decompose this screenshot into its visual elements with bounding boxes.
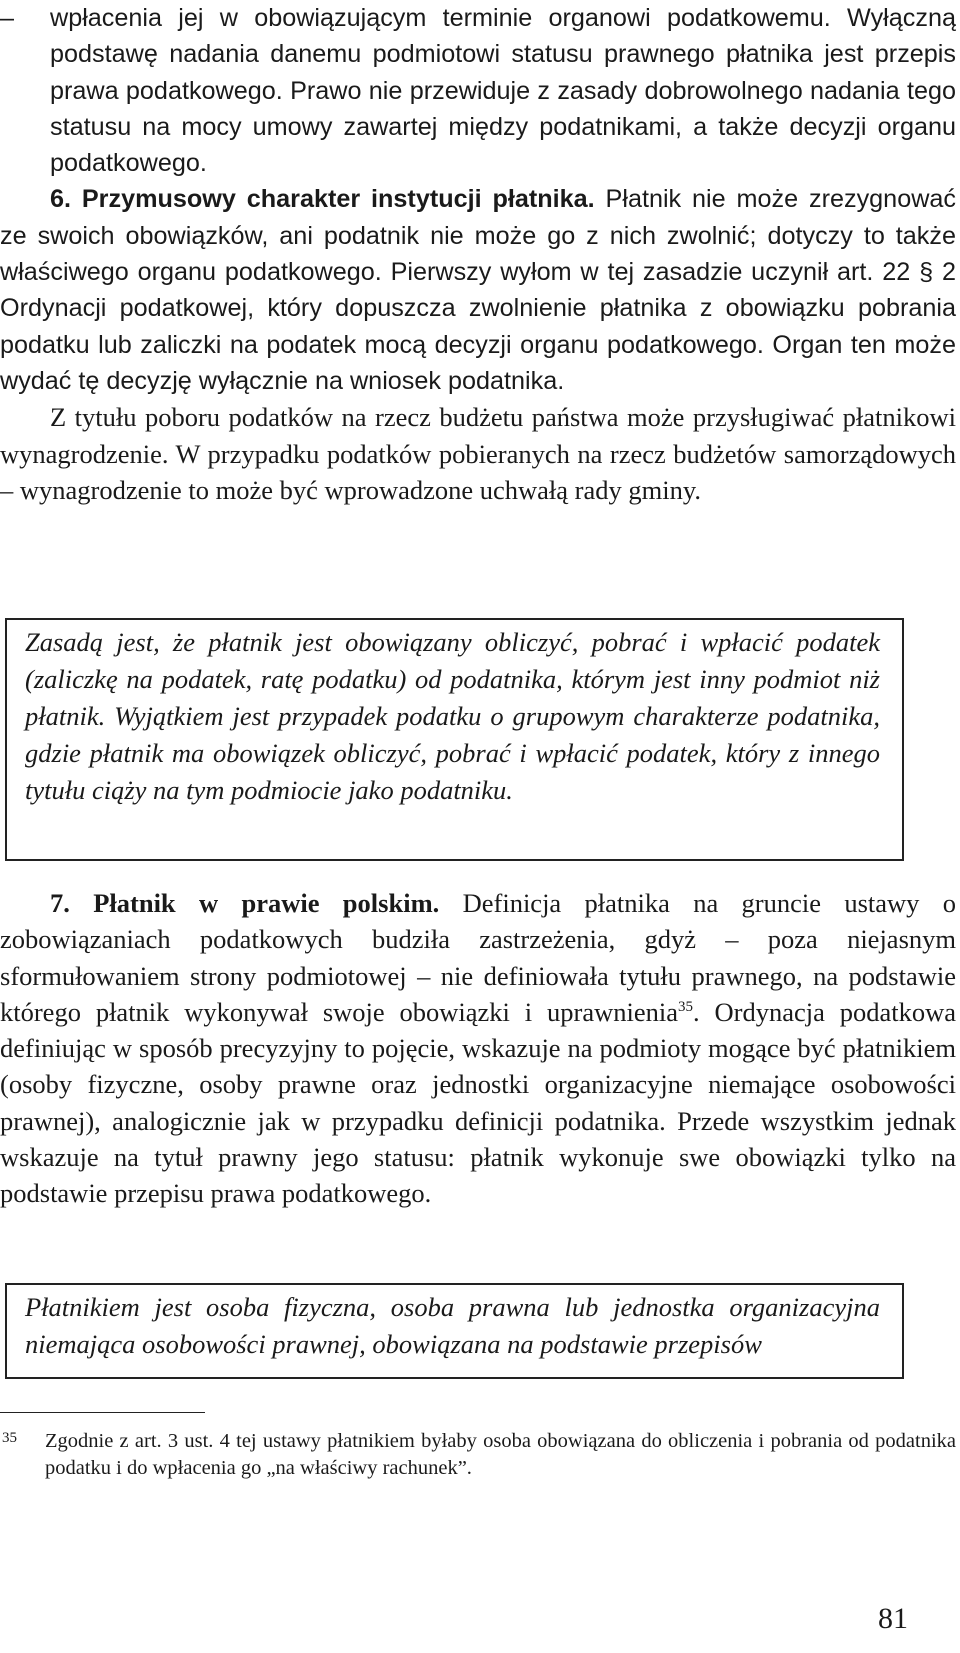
section-seven	[0, 885, 956, 1212]
footnote-text: Zgodnie z art. 3 ust. 4 tej ustawy płatnikiem byłaby osoba obowiązana do obliczenia i pobrania od podatnika podatku i do wpłacenia go „na właściwy rachunek”.	[45, 1430, 956, 1479]
highlight-box-principle-text: Zasadą jest, że płatnik jest obowiązany obliczyć, pobrać i wpłacić podatek (zaliczkę na podatek, ratę podatku) od podatnika, którym jest inny podmiot niż płatnik. Wyjątkiem jest przypadek podatku o grupowym charakterze podatnika, gdzie płatnik ma obowiązek obliczyć, pobrać i wpłacić podatek, który z innego tytułu ciąży na tym podmiocie jako podatniku.	[25, 627, 880, 805]
footnote-divider	[0, 1412, 205, 1413]
paragraph-continuation-text: wpłacenia jej w obowiązującym terminie organowi podatkowemu. Wyłączną podstawę nadania danemu podmiotowi statusu prawnego płatnika jest przepis prawa podatkowego. Prawo nie przewiduje z zasady dobrowolnego nadania tego statusu na mocy umowy zawartej między podatnikami, a także decyzji organu podatkowego.	[50, 4, 956, 178]
list-dash: –	[0, 4, 15, 32]
page-number: 81	[878, 1602, 908, 1635]
paragraph-seven	[0, 885, 956, 1212]
paragraph-seven-text-a: Definicja płatnika na gruncie ustawy o zobowiązaniach podatkowych budziła zastrzeżenia, gdyż – poza niejasnym sformułowaniem strony podmiotowej – nie definiowała tytułu prawnego, na podstawie którego płatnik wykonywał swoje obowiązki i uprawnienia	[0, 888, 957, 1027]
footnote	[0, 1428, 956, 1482]
footnote-reference[interactable]: 35	[677, 999, 693, 1016]
paragraph-continuation	[0, 0, 956, 181]
paragraph-remuneration: Z tytułu poboru podatków na rzecz budżetu państwa może przysługiwać płatnikowi wynagrodzenie. W przypadku podatków pobieranych na rzecz budżetów samorządowych – wynagrodzenie to może być wprowadzone uchwałą rady gminy.	[0, 402, 956, 505]
section-top	[0, 0, 956, 508]
heading-seven: 7. Płatnik w prawie polskim.	[50, 888, 440, 918]
highlight-box-definition	[5, 1283, 904, 1379]
highlight-box-principle	[5, 618, 904, 861]
paragraph-six-text: Płatnik nie może zrezygnować ze swoich obowiązków, ani podatnik nie może go z nich zwolnić; dotyczy to także właściwego organu podatkowego. Pierwszy wyłom w tej zasadzie uczynił art. 22 § 2 Ordynacji podatkowej, który dopuszcza zwolnienie płatnika z obowiązku pobrania podatku lub zaliczki na podatek mocą decyzji organu podatkowego. Organ ten może wydać tę decyzję wyłącznie na wniosek podatnika.	[0, 185, 956, 395]
heading-six: 6. Przymusowy charakter instytucji płatnika.	[50, 185, 595, 214]
footnote-number: 35	[2, 1430, 17, 1446]
paragraph-seven-text-b: . Ordynacja podatkowa definiując w sposób precyzyjny to pojęcie, wskazuje na podmioty mogące być płatnikiem (osoby fizyczne, osoby prawne oraz jednostki organizacyjne niemające osobowości prawnej), analogicznie jak w przypadku definicji podatnika. Przede wszystkim jednak wskazuje na tytuł prawny jego statusu: płatnik wykonuje swe obowiązki tylko na podstawie przepisu prawa podatkowego.	[0, 996, 956, 1209]
highlight-box-definition-text: Płatnikiem jest osoba fizyczna, osoba prawna lub jednostka organizacyjna niemająca osobowości prawnej, obowiązana na podstawie przepisów	[25, 1292, 880, 1359]
paragraph-six	[0, 181, 956, 399]
